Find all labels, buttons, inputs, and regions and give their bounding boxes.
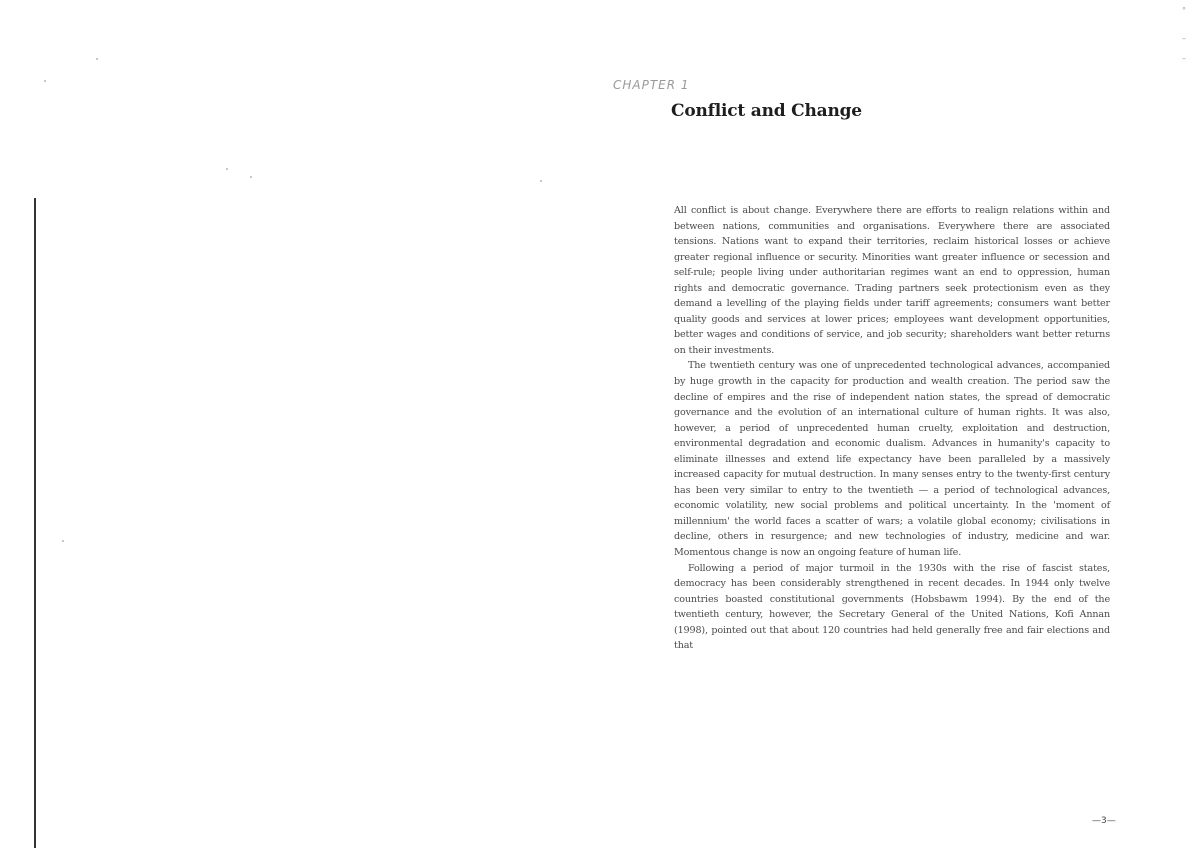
scan-speck [96,58,98,60]
paragraph: The twentieth century was one of unprecedented technological advances, accompanied by huge growth in the capacity for production and wealth creation. The period saw the decline of empires and the rise of independent nation states, the spread of democratic governance and the evolution of an international culture of human rights. It was also, however, a period of unprecedented human cruelty, exploitation and destruction, environmental degradation and economic dualism. Advances in humanity's capacity to eliminate illnesses and extend life expectancy have been paralleled by a massively increased capacity for mutual destruction. In many senses entry to the twenty-first century has been very similar to entry to the twentieth — a period of technological advances, economic volatility, new social problems and political uncertainty. In the 'moment of millennium' the world faces a scatter of wars; a volatile global economy; civilisations in decline, others in resurgence; and new technologies of industry, medicine and war. Momentous change is now an ongoing feature of human life. [674,360,1110,559]
scan-speck [250,176,252,178]
paragraph: Following a period of major turmoil in the 1930s with the rise of fascist states, democracy has been considerably strengthened in recent decades. In 1944 only twelve countries boasted constitutional governments (Hobsbawm 1994). By the end of the twentieth century, however, the Secretary General of the United Nations, Kofi Annan (1998), pointed out that about 120 countries had held generally free and fair elections and that [674,562,1110,652]
corner-mark: ° [1182,6,1186,15]
page-binding-edge [34,198,36,848]
scan-speck [44,80,46,82]
scan-speck [226,168,228,170]
scan-speck [62,540,64,542]
chapter-label: CHAPTER 1 [613,78,690,92]
body-text [674,203,1110,654]
page-number: —3— [1092,816,1116,826]
scan-speck [540,180,542,182]
paragraph: All conflict is about change. Everywhere there are efforts to realign relations within and between nations, communities and organisations. Everywhere there are associated tensions. Nations want to expand their territories, reclaim historical losses or achieve greater regional influence or security. Minorities want greater influence or secession and self-rule; people living under authoritarian regimes want an end to oppression, human rights and democratic governance. Trading partners seek protectionism even as they demand a levelling of the playing fields under tariff agreements; consumers want better quality goods and services at lower prices; employees want development opportunities, better wages and conditions of service, and job security; shareholders want better returns on their investments. [674,205,1110,356]
corner-mark: – [1182,34,1186,43]
chapter-title: Conflict and Change [671,101,862,121]
corner-mark: – [1182,54,1186,63]
